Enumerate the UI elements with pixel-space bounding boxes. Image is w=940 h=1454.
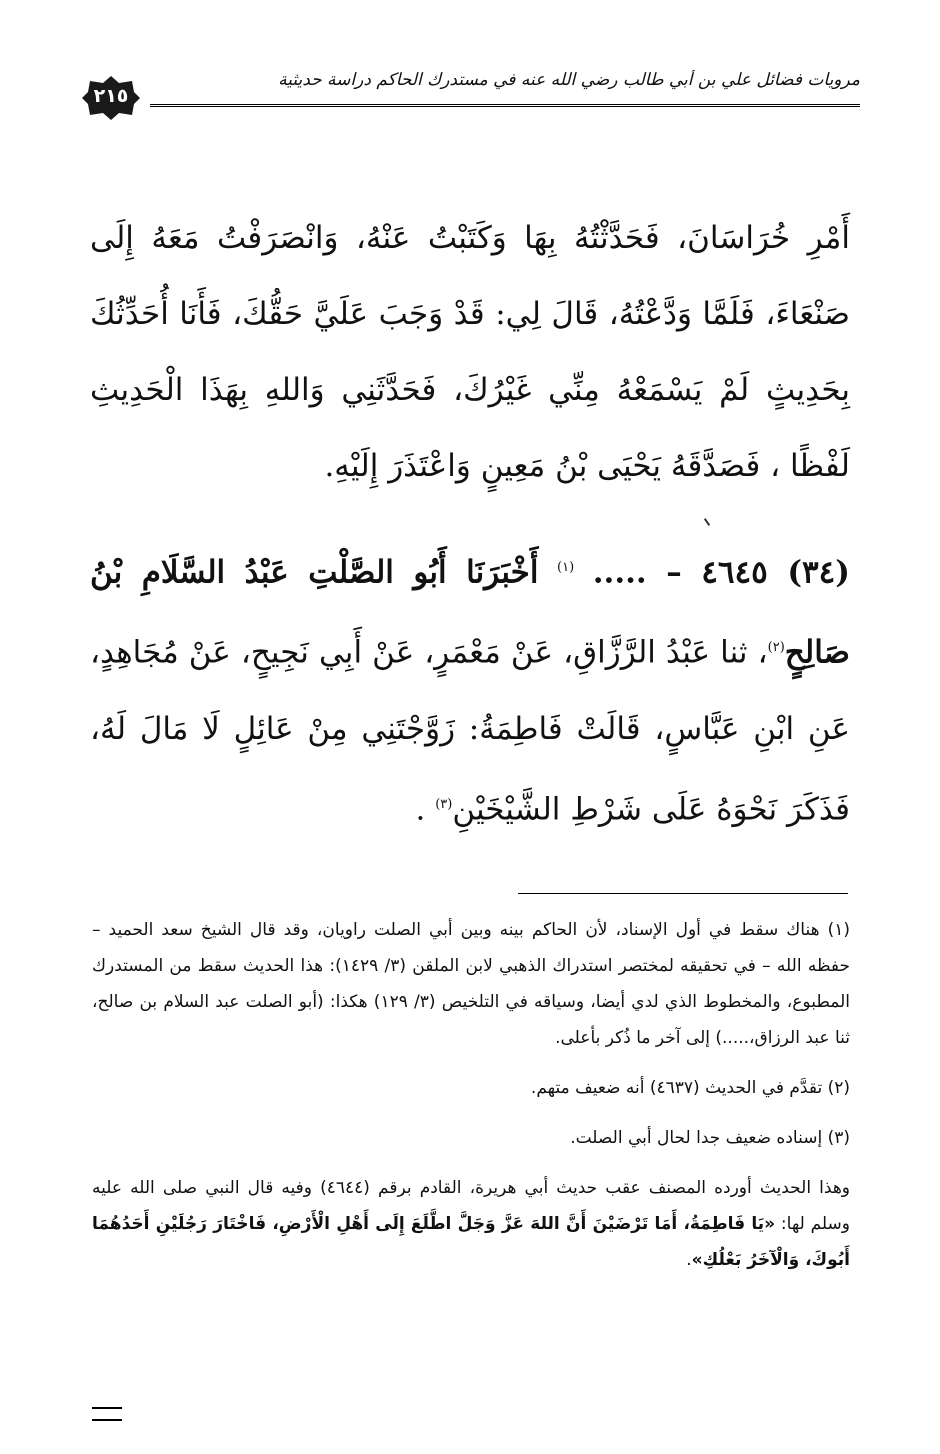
hadith-paragraph xyxy=(90,530,850,847)
footnote-extra-text: وهذا الحديث أورده المصنف عقب حديث أبي هريرة، القادم برقم (٤٦٤٤) وفيه قال النبي صلى الله عليه وسلم لها: xyxy=(92,1178,850,1234)
page-number: ٢١٥ xyxy=(93,85,129,107)
footnote-1: (١) هناك سقط في أول الإسناد، لأن الحاكم بينه وبين أبي الصلت راويان، وقد قال الشيخ سعد الحميد – حفظه الله – في تحقيقه لمختصر استدراك الذهبي لابن الملقن (٣/ ١٤٢٩): هذا الحديث سقط من المستدرك المطبوع، والمخطوط الذي لدي أيضا، وسياقه في التلخيص (٣/ ١٢٩) هكذا: (أبو الصلت عبد السلام بن صالح، ثنا عبد الرزاق،.....) إلى آخر ما ذُكر بأعلى. xyxy=(92,920,851,1048)
footnote-ref-1[interactable]: (١) xyxy=(557,560,575,575)
page-number-badge xyxy=(82,76,140,120)
footnote-extra-quote: «يَا فَاطِمَةُ، أَمَا تَرْضَيْنَ أَنَّ اللهَ عَزَّ وَجَلَّ اطَّلَعَ إِلَى أَهْلِ الْأَرْضِ، فَاخْتَارَ رَجُلَيْنِ أَحَدُهُمَا أَبُوكَ، وَالْآخَرُ بَعْلُكِ» xyxy=(92,1214,850,1270)
paragraph-continuation: أَمْرِ خُرَاسَانَ، فَحَدَّثْتُهُ بِهَا وَكَتَبْتُ عَنْهُ، وَانْصَرَفْتُ مَعَهُ إِلَى صَنْعَاءَ، فَلَمَّا وَدَّعْتُهُ، قَالَ لِي: قَدْ وَجَبَ عَلَيَّ حَقُّكَ، فَأَنَا أُحَدِّثُكَ بِحَدِيثٍ لَمْ يَسْمَعْهُ مِنِّي غَيْرُكَ، فَحَدَّثَنِي وَاللهِ بِهَذَا الْحَدِيثِ لَفْظًا ، فَصَدَّقَهُ يَحْيَى بْنُ مَعِينٍ وَاعْتَذَرَ إِلَيْهِ. xyxy=(90,220,850,484)
footnote-separator xyxy=(518,893,848,894)
hadith-end: . xyxy=(415,790,436,827)
hadith-matn: ، ثنا عَبْدُ الرَّزَّاقِ، عَنْ مَعْمَرٍ، عَنْ أَبِي نَجِيحٍ، عَنْ مُجَاهِدٍ، عَنِ ابْنِ عَبَّاسٍ، قَالَتْ فَاطِمَةُ: زَوَّجْتَنِي مِنْ عَائِلٍ لَا مَالَ لَهُ، فَذَكَرَ نَحْوَهُ عَلَى شَرْطِ الشَّيْخَيْنِ xyxy=(90,634,850,827)
hadith-number: (٣٤) ٤٦٤٥ – ..... xyxy=(592,554,850,591)
footnote-extra xyxy=(92,1170,850,1278)
footnote-ref-2[interactable]: (٢) xyxy=(767,640,785,656)
footnote-3: (٣) إسناده ضعيف جدا لحال أبي الصلت. xyxy=(570,1128,850,1148)
running-header-title: مرويات فضائل علي بن أبي طالب رضي الله عنه في مستدرك الحاكم دراسة حديثية xyxy=(278,70,860,90)
page-header xyxy=(80,62,860,122)
footnote-ref-3[interactable]: (٣) xyxy=(435,796,453,812)
footnote-extra-end: . xyxy=(686,1250,692,1270)
page-end-mark xyxy=(92,1407,122,1421)
footnote-2: (٢) تقدَّم في الحديث (٤٦٣٧) أنه ضعيف متهم. xyxy=(530,1078,850,1098)
header-double-rule xyxy=(150,104,860,109)
footnotes xyxy=(92,912,850,1278)
main-text xyxy=(90,200,850,847)
hadith-isnad: أَخْبَرَنَا أَبُو الصَّلْتِ عَبْدُ السَّلَامِ بْنُ صَالِحٍ xyxy=(90,554,850,671)
